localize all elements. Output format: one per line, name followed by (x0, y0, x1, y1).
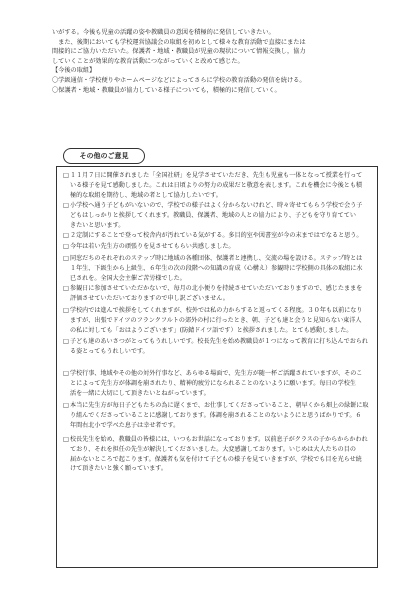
future-plans-heading: 【今後の取組】 (52, 67, 96, 75)
opinion-line: ますが、出張でドイツのフランクフルトの郊外の村に行ったとき、朝、子ども達と会うと見知らない東洋人 (70, 316, 362, 324)
opinion-line: 小学校へ通う子どもがいないので、学校での様子はよく分からないけれど、時々寄せてもらう学校で会う子 (70, 202, 363, 209)
opinion-line: ２定制にすることで登って校舎内が汚れている気がする。多目的室や図書室が今の末まではでなると思う。 (70, 232, 363, 239)
opinion-line: １年生、下級生から上級生、６年生の次の段階への知識の育成（心構え）参観時に学校側の具体の取組に水 (70, 264, 363, 272)
intro-line: 間接的にご協力いただいた。保護者・地域・教職員が児童の現状について情報交換し，協力 (52, 48, 306, 56)
opinion-line: の私に対しても「おはようございます」(防錆ドイツ語です）と挨拶されました。とても感動しました。 (70, 326, 353, 334)
opinion-line: １１月７日に開催されました「全国社研」を見学させていただき、先生も児童も一体となって授業を行って (70, 172, 363, 179)
opinion-line: ており、それを担任の先生が解決してくださいました。大変感謝しております。いじめは大人たちの目の (70, 445, 356, 453)
opinion-line: る姿とってもうれしいです。 (70, 347, 149, 355)
opinion-line: 已されを。全国大会主催ご苦労様でした。 (70, 274, 186, 282)
opinion-item (63, 369, 373, 398)
opinion-line: きたいと思います。 (70, 221, 125, 229)
intro-line: また、後期においても学校運営協議会の取組を初めとして様々な教育活動で直接にまたは (52, 38, 306, 46)
opinion-line: 年間右北小で学べた息子は幸せ者です。 (70, 421, 180, 429)
opinion-line: 届かないところで起こります。保護者も気を付けて子どもの様子を見ていきますが、学校でも目を光らせ続 (70, 455, 362, 463)
checkbox-bullet-icon: □ (63, 202, 69, 209)
opinion-line: 今年は若い先生方の頑張りを見させてもらい共感しました。 (70, 243, 235, 250)
opinion-line: 子ども達のあいさつがとってもうれしいです。校長先生を始め教職員が１つになって教育に打ち込んでおられ (70, 338, 368, 345)
opinion-line: とによって先生方が体調を崩されたり、精神的疲労になられることのないように願います。毎日の学校生 (70, 379, 356, 387)
intro-section (52, 28, 382, 95)
opinion-item (63, 254, 373, 283)
opinion-line: いる様子を見て感動しました。これは日頃よりの努力の成果だと敬意を表します。これを機会に今後とも積 (70, 181, 363, 189)
opinion-item (63, 306, 373, 335)
checkbox-bullet-icon: □ (63, 338, 69, 345)
opinion-line: 極的な取組を期待し、地域の者として協力したいです。 (70, 191, 222, 199)
checkbox-bullet-icon: □ (63, 243, 69, 250)
opinion-item (63, 337, 373, 357)
opinion-item (63, 231, 373, 241)
opinion-item (63, 284, 373, 304)
opinion-line: 学校内では進んで挨拶をしてくれますが、校外では私の力からすると返ってくる程度。３０年も以前になり (70, 307, 363, 314)
opinion-line: 校長先生を始め、教職員の皆様には、いつもお世話になっております。以前息子がクラスの子からからかわれ (70, 436, 368, 443)
opinion-line: り組んでくださっていることに感謝しております。体調を崩されることのないようにと思うばかりです。６ (70, 411, 362, 419)
opinion-item (63, 401, 373, 430)
checkbox-bullet-icon: □ (63, 285, 69, 292)
checkbox-bullet-icon: □ (63, 232, 69, 239)
opinion-item (63, 201, 373, 230)
opinion-line: けて頂きたいと強く願っています。 (70, 465, 168, 473)
checkbox-bullet-icon: □ (63, 402, 69, 409)
opinion-line: 本当に先生方が毎日子どもたちの為に遅くまで、お仕事してくださっていること、朝早くから畑上の緑餅に取 (70, 402, 369, 409)
opinion-line: 参観日に参加させていただかないで、毎月の北小便りを持続させていただいておりますので、感じたままを (70, 285, 363, 292)
checkbox-bullet-icon: □ (63, 172, 69, 179)
future-plan-item: 〇保護者・地域・教職員が協力している様子についても，積極的に発信していく。 (52, 86, 281, 94)
checkbox-bullet-icon: □ (63, 436, 69, 443)
opinion-line: 活を一緒に大切にして頂きたいとねがっています。 (70, 389, 210, 397)
opinion-item (63, 171, 373, 200)
future-plan-item: 〇学級通信・学校便りやホームページなどによってさらに学校の教育活動の発信を続ける。 (52, 76, 306, 84)
opinion-item (63, 435, 373, 474)
intro-line: していくことが効果的な教育活動につながっていくと改めて感じた。 (52, 57, 244, 65)
opinion-line: どもはしっかりと挨拶してくれます。教職員、保護者、地域の人との協力により、子どもを守り育ててい (70, 211, 356, 219)
checkbox-bullet-icon: □ (63, 307, 69, 314)
opinions-box (56, 166, 378, 568)
checkbox-bullet-icon: □ (63, 255, 69, 262)
opinion-line: 同窓だちのそれぞれのステップ時に地域の各種団体、保護者と連携し、交流の場を設ける。ステップ時とは (70, 255, 363, 262)
checkbox-bullet-icon: □ (63, 370, 69, 377)
opinion-item (63, 242, 373, 252)
intro-line: いがする。今後も児童の活躍の姿や教職員の意図を積極的に発信していきたい。 (52, 29, 275, 36)
opinion-line: 学校行事、地域やその他の対外行事など、あらゆる場面で、先生方が随一杯ご活躍されていますが、そのこ (70, 370, 363, 377)
opinion-line: 評価させていただいておりますので申し訳ございません。 (70, 294, 229, 302)
section-heading: その他のご意見 (63, 148, 145, 164)
